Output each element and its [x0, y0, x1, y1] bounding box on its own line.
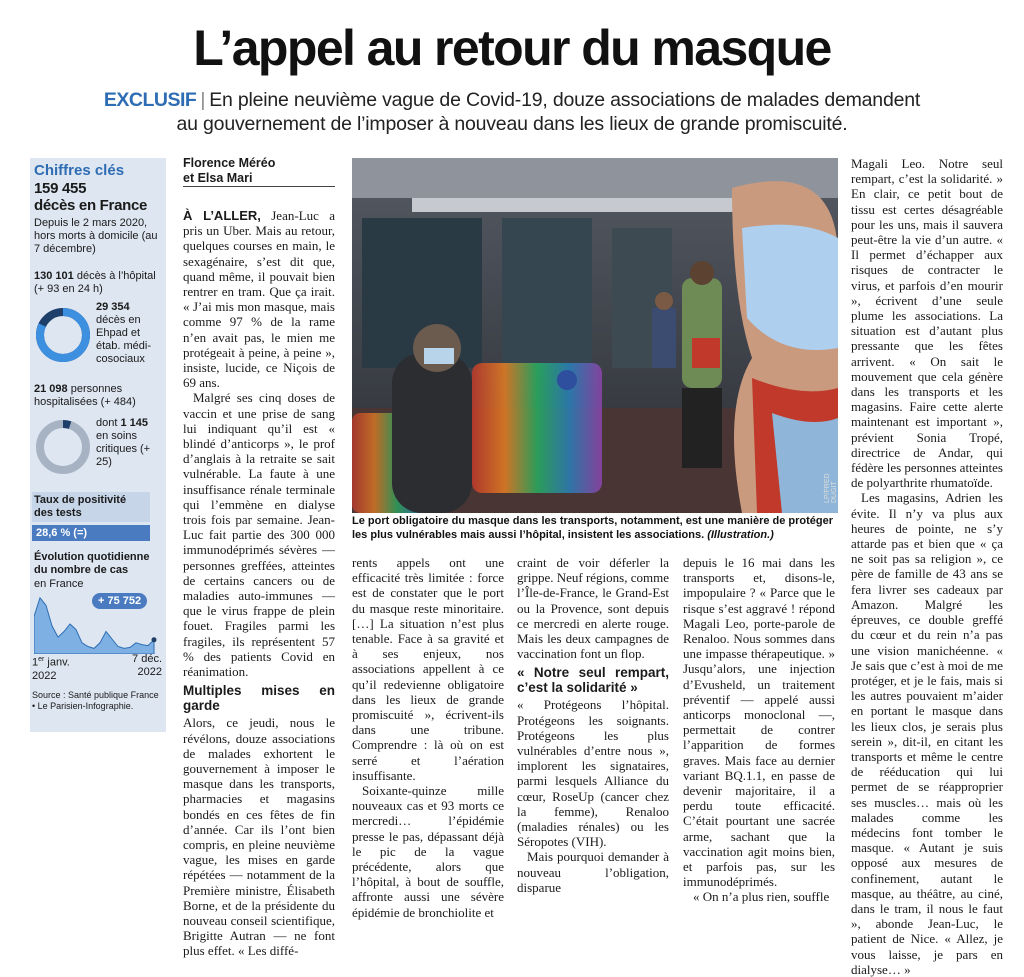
ehpad-deaths: 29 354 décès en Ehpad et étab. médi-cosociaux	[96, 301, 152, 365]
source-note: Source : Santé publique France • Le Parisien-Infographie.	[32, 690, 159, 711]
byline	[183, 156, 335, 186]
axis-end: 7 déc. 2022	[132, 653, 162, 678]
positivity-title: Taux de positivité des tests	[32, 492, 150, 522]
paragraph: Alors, ce jeudi, nous le révélons, douze associations de malades exhortent le gouvernement à imposer le masque dans les transports, pharmacies et magasins bondés en ces fêtes de fin d’année. Car ils l’ont bien compris, en pleine neuvième vague, les mises en garde répétées — notamment de la Première ministre, Élisabeth Borne, et de la présidente du nouveau conseil scientifique, Brigitte Autran — ne font plus effet. « Les diffé-	[183, 715, 335, 959]
article-column-2	[352, 555, 504, 920]
cases-badge: + 75 752	[92, 593, 147, 609]
author-1: Florence Méréo	[183, 156, 276, 170]
paragraph: Les magasins, Adrien les évite. Il n’y va plus aux heures de pointe, ne s’y attarde pas et bien que « ça ne soit pas sa religion », ce père de famille de 43 ans se fera livrer ses cadeaux par Amazon. Malgré les épreuves, ce double greffé du cœur et du rein n’a pas une vision manichéenne. « Je sais que c’est à moi de me protéger, et je le fais, mais si les autres pouvaient m’aider en portant le masque dans les lieux clos, je serais plus serein », dit-il, en citant les transports et même le centre de rééducation qui lui permet de se réapproprier ses muscles… mais où les malades comme les médecins font tomber le masque. « Autant je suis opposé aux mesures de confinement, autant le masque, au théâtre, au ciné, dans le tram, il nous le faut », abonde Jean-Luc, le patient de Nice. « Allez, je vous laisse, je pars en dialyse… »	[851, 490, 1003, 977]
deck-line-2: au gouvernement de l’imposer à nouveau dans les lieux de grande promiscuité.	[176, 113, 848, 135]
paragraph: « On n’a plus rien, souffle	[693, 889, 830, 905]
photo-credit: LP/FRED DUGIT	[824, 473, 838, 503]
positivity-value: 28,6 % (=)	[32, 525, 150, 541]
paragraph: depuis le 16 mai dans les transports et, disons-le, impopulaire ? « Parce que le risque s’est aggravé ! répond Magali Leo, porte-parole de Renaloo. Nous sommes dans une impasse thérapeutique. » Jusqu’alors, une injection d’Evusheld, un traitement préventif — appelé aussi anticorps monoclonal —, permettait de contrer l’apparition de formes graves. Mais face au dernier variant BQ.1.1, en passe de devenir majoritaire, il a perdu toute efficacité. C’était pourtant une sacrée arme, sachant que la vaccination agit moins bien, et parfois pas, sur les immunodéprimés.	[683, 555, 835, 890]
hospital-deaths-donut	[34, 306, 92, 364]
tram-photo	[352, 158, 838, 513]
byline-rule	[183, 186, 335, 187]
icu-donut	[34, 418, 92, 476]
deck-line-1: En pleine neuvième vague de Covid-19, douze associations de malades demandent	[209, 89, 921, 111]
total-deaths-number: 159 455	[34, 180, 87, 197]
headline: L’appel au retour du masque	[193, 20, 831, 76]
paragraph: rents appels ont une efficacité très limitée : force est de constater que le port du masque reste minoritaire. […] La situation n’est plus tenable. Face à sa gravité et à ses enjeux, nos associations appellent à ce qu’il redevienne obligatoire dans les lieux de grande promiscuité », écrivent-ils dans une tribune. Comprendre : là où on est serré et l’aération insuffisante.	[352, 555, 504, 783]
article-column-4	[683, 555, 835, 905]
hospitalized: 21 098 personnes hospitalisées (+ 484)	[34, 383, 136, 408]
evolution-subtitle: en France	[34, 578, 84, 590]
subheading: « Notre seul rempart, c’est la solidarité »	[517, 665, 669, 696]
exclusive-tag: EXCLUSIF	[103, 89, 197, 111]
latest-value-point	[152, 637, 157, 642]
paragraph: Soixante-quinze mille nouveaux cas et 93 morts ce mercredi… l’épidémie presse le pas, dépassant déjà le pic de la vague précédente, alors que l’hôpital, à bout de souffle, affronte aussi une sévère épidémie de bronchiolite et	[352, 783, 504, 920]
total-deaths-label: décès en France	[34, 197, 148, 214]
sidebar-title: Chiffres clés	[34, 162, 125, 179]
key-figures-sidebar	[30, 158, 166, 732]
paragraph: Magali Leo. Notre seul rempart, c’est la solidarité. » En clair, ce petit bout de tissu est certes désagréable pour les uns, mais il sauvera peut-être la vie d’un autre. « Il permet d’échapper aux risques de contracter le virus, et parfois d’en mourir », écrivent d’une seule plume les associations. La situation est d’autant plus pressante que les fêtes arrivent. « On sait le mouvement que cela génère dans les transports et les magasins. Faire cette alerte maintenant est important », prévient Sonia Tropé, directrice de Andar, qui fédère les personnes atteintes de polyarthrite rhumatoïde.	[851, 156, 1003, 491]
subheading: Multiples mises en garde	[183, 683, 335, 714]
tram-illustration	[352, 158, 838, 513]
article-column-3	[517, 555, 669, 895]
positivity-block	[32, 492, 150, 541]
article-column-1	[183, 208, 335, 959]
photo-caption: Le port obligatoire du masque dans les transports, notamment, est une manière de protéger les plus vulnérables mais aussi l’hôpital, insistent les associations. (Illustration.)	[352, 515, 834, 541]
paragraph: À L’ALLER, Jean-Luc a pris un Uber. Mais au retour, quelques courses en main, le sexagénaire, s’est dit que, quand même, il pouvait bien rentrer en tram. Que ça irait. « J’ai mis mon masque, mais comme 97 % de la rame n’en avait pas, le mien me protégeait à peine, à peine », insiste, lucide, ce Niçois de 69 ans.	[183, 208, 336, 391]
axis-start: 1er janv. 2022	[32, 656, 70, 682]
evolution-title: Évolution quotidienne du nombre de cas	[34, 551, 150, 576]
deaths-note: Depuis le 2 mars 2020, hors morts à domicile (au 7 décembre)	[34, 217, 158, 255]
paragraph: Mais pourquoi demander à nouveau l’obligation, disparue	[517, 849, 669, 895]
paragraph: Malgré ses cinq doses de vaccin et une prise de sang lui indiquant qu’il est « blindé d’anticorps », le prof d’anglais à la retraite se sait vulnérable. La faute à une insuffisance rénale terminale qui l’emmène en dialyse trois fois par semaine. Jean-Luc fait partie des 300 000 immunodéprimés sévères — personnes greffées, atteintes de certains cancers ou de maladies auto-immunes — que le virus frappe de plein fouet. Fragiles parmi les fragiles, ils représentent 57 % des patients Covid en réanimation.	[183, 390, 335, 680]
paragraph: « Protégeons l’hôpital. Protégeons les soignants. Protégeons les plus vulnérables d’entre nous », implorent les signataires, parmi lesquels Alliance du cœur, RoseUp (cancer chez la femme), Renaloo (maladies rénales) ou les Séropotes (VIH).	[517, 697, 669, 850]
paragraph: craint de voir déferler la grippe. Neuf régions, comme l’Île-de-France, le Grand-Est ou la Provence, sont depuis ce mercredi en alerte rouge. Mais les deux campagnes de vaccination font un flop.	[517, 555, 669, 662]
icu-patients: dont 1 145 en soins critiques (+ 25)	[96, 417, 151, 468]
author-2: et Elsa Mari	[183, 171, 253, 185]
hospital-deaths: 130 101 décès à l’hôpital (+ 93 en 24 h)	[34, 270, 156, 295]
article-column-5	[851, 156, 1003, 977]
deck: EXCLUSIF | En pleine neuvième vague de Covid-19, douze associations de malades demandent au gouvernement de l’imposer à nouveau dans les lieux de grande promiscuité.	[0, 88, 1024, 136]
